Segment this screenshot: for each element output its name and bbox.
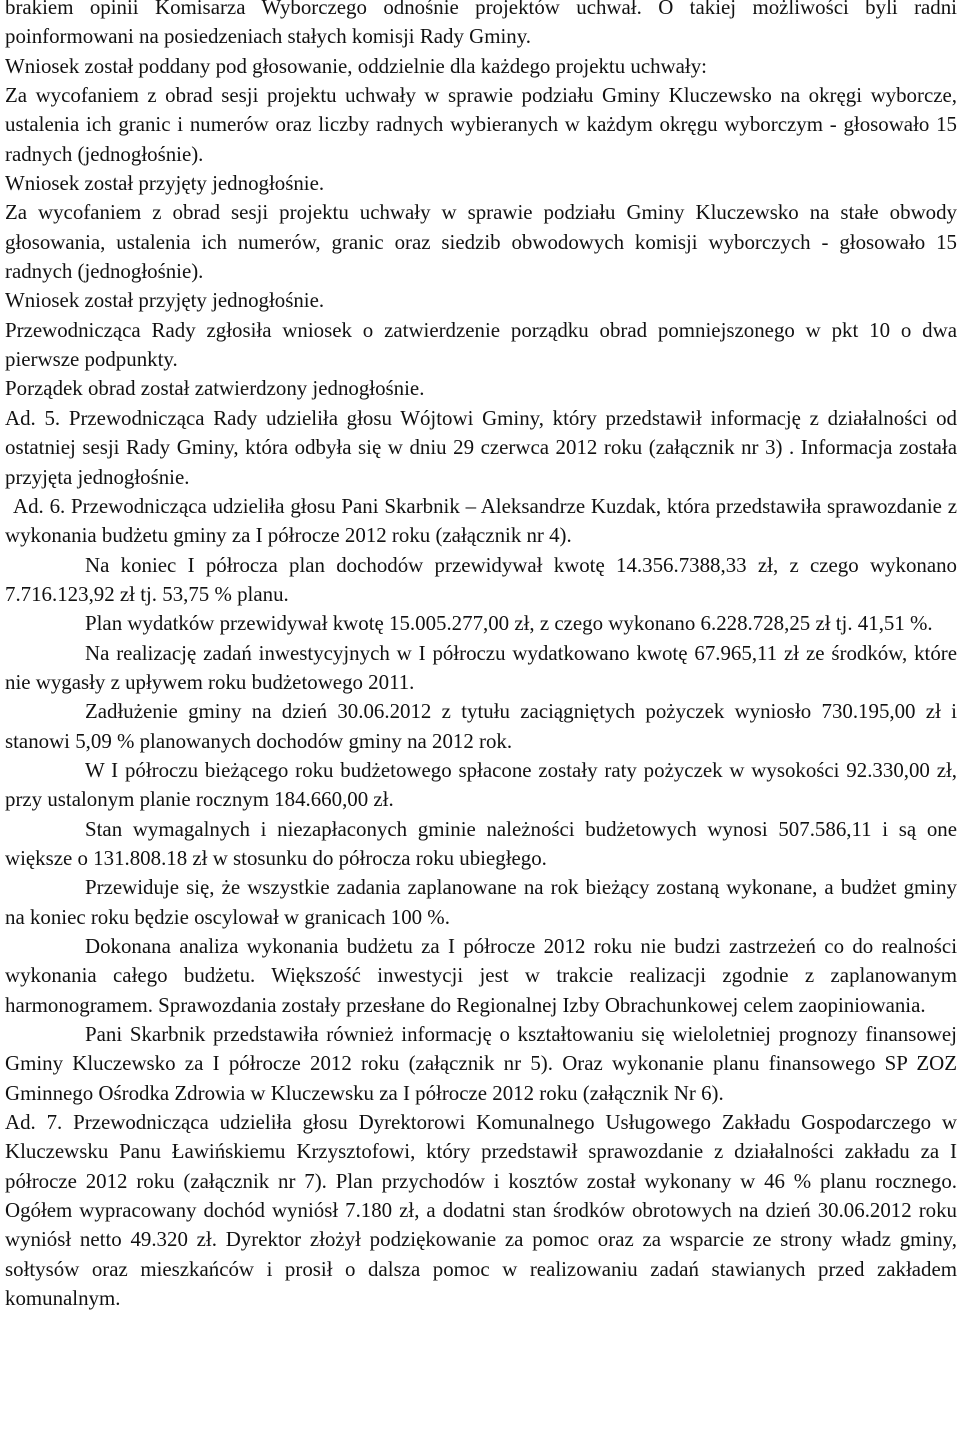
paragraph: Za wycofaniem z obrad sesji projektu uchwały w sprawie podziału Gminy Kluczewsko na stałe obwody głosowania, ustalenia ich numerów, granic oraz siedzib obwodowych komisji wyborczych - głosowało 15 radnych (jednogłośnie). [5, 200, 957, 284]
paragraph: Plan wydatków przewidywał kwotę 15.005.277,00 zł, z czego wykonano 6.228.728,25 zł tj. 41,51 %. [85, 611, 933, 636]
paragraph: Przewiduje się, że wszystkie zadania zaplanowane na rok bieżący zostaną wykonane, a budżet gminy na koniec roku będzie oscylował w granicach 100 %. [5, 875, 957, 929]
paragraph: Wniosek został przyjęty jednogłośnie. [5, 171, 325, 196]
paragraph: brakiem opinii Komisarza Wyborczego odnośnie projektów uchwał. O takiej możliwości byli radni poinformowani na posiedzeniach stałych komisji Rady Gminy. [5, 0, 957, 49]
paragraph: Ad. 5. Przewodnicząca Rady udzieliła głosu Wójtowi Gminy, który przedstawił informację z działalności od ostatniej sesji Rady Gminy, która odbyła się w dniu 29 czerwca 2012 roku (załącznik nr 3) . Informacja została przyjęta jednogłośnie. [5, 405, 957, 489]
paragraph: Za wycofaniem z obrad sesji projektu uchwały w sprawie podziału Gminy Kluczewsko na okręgi wyborcze, ustalenia ich granic i numerów oraz liczby radnych wybieranych w każdym okręgu wyborczym - głosowało 15 radnych (jednogłośnie). [5, 83, 957, 166]
paragraph: Ad. 6. Przewodnicząca udzieliła głosu Pani Skarbnik – Aleksandrze Kuzdak, która przedstawiła sprawozdanie z wykonania budżetu gminy za I półrocze 2012 roku (załącznik nr 4). [5, 493, 957, 548]
paragraph: Na koniec I półrocza plan dochodów przewidywał kwotę 14.356.7388,33 zł, z czego wykonano 7.716.123,92 zł tj. 53,75 % planu. [5, 552, 957, 606]
paragraph: Dokonana analiza wykonania budżetu za I półrocze 2012 roku nie budzi zastrzeżeń co do realności wykonania całego budżetu. Większość inwestycji jest w trakcie realizacji zgodnie z zaplanowanym harmonogramem. Sprawozdania zostały przesłane do Regionalnej Izby Obrachunkowej celem zaopiniowania. [5, 934, 957, 1017]
paragraph: Wniosek został przyjęty jednogłośnie. [5, 288, 325, 313]
paragraph: Stan wymagalnych i niezapłaconych gminie należności budżetowych wynosi 507.586,11 i są one większe o 131.808.18 zł w stosunku do półrocza roku ubiegłego. [5, 816, 957, 870]
paragraph: Wniosek został poddany pod głosowanie, oddzielnie dla każdego projektu uchwały: [5, 53, 707, 78]
paragraph: Ad. 7. Przewodnicząca udzieliła głosu Dyrektorowi Komunalnego Usługowego Zakładu Gospodarczego w Kluczewsku Panu Ławińskiemu Krzysztofowi, który przedstawił sprawozdanie z działalności zakładu za I półrocze 2012 roku (załącznik nr 7). Plan przychodów i kosztów został wykonany w 46 % planu rocznego. Ogółem wypracowany dochód wyniósł 7.180 zł, a dodatni stan środków obrotowych na dzień 30.06.2012 roku wyniósł netto 49.320 zł. Dyrektor złożył podziękowanie za pomoc oraz za wsparcie ze strony władz gminy, sołtysów oraz mieszkańców i prosił o dalsza pomoc w realizowaniu zadań stawianych przed zakładem komunalnym. [5, 1110, 957, 1311]
paragraph: Przewodnicząca Rady zgłosiła wniosek o zatwierdzenie porządku obrad pomniejszonego w pkt 10 o dwa pierwsze podpunkty. [5, 317, 957, 372]
document-body [5, 0, 957, 1313]
paragraph: Pani Skarbnik przedstawiła również informację o kształtowaniu się wieloletniej prognozy finansowej Gminy Kluczewsko za I półrocze 2012 roku (załącznik nr 5). Oraz wykonanie planu finansowego SP ZOZ Gminnego Ośrodka Zdrowia w Kluczewsku za I półrocze 2012 roku (załącznik Nr 6). [5, 1022, 957, 1105]
paragraph: Porządek obrad został zatwierdzony jednogłośnie. [5, 376, 425, 401]
paragraph: Zadłużenie gminy na dzień 30.06.2012 z tytułu zaciągniętych pożyczek wyniosło 730.195,00 zł i stanowi 5,09 % planowanych dochodów gminy na 2012 rok. [5, 699, 957, 753]
paragraph: Na realizację zadań inwestycyjnych w I półroczu wydatkowano kwotę 67.965,11 zł ze środków, które nie wygasły z upływem roku budżetowego 2011. [5, 640, 957, 694]
paragraph: W I półroczu bieżącego roku budżetowego spłacone zostały raty pożyczek w wysokości 92.330,00 zł, przy ustalonym planie rocznym 184.660,00 zł. [5, 757, 957, 812]
